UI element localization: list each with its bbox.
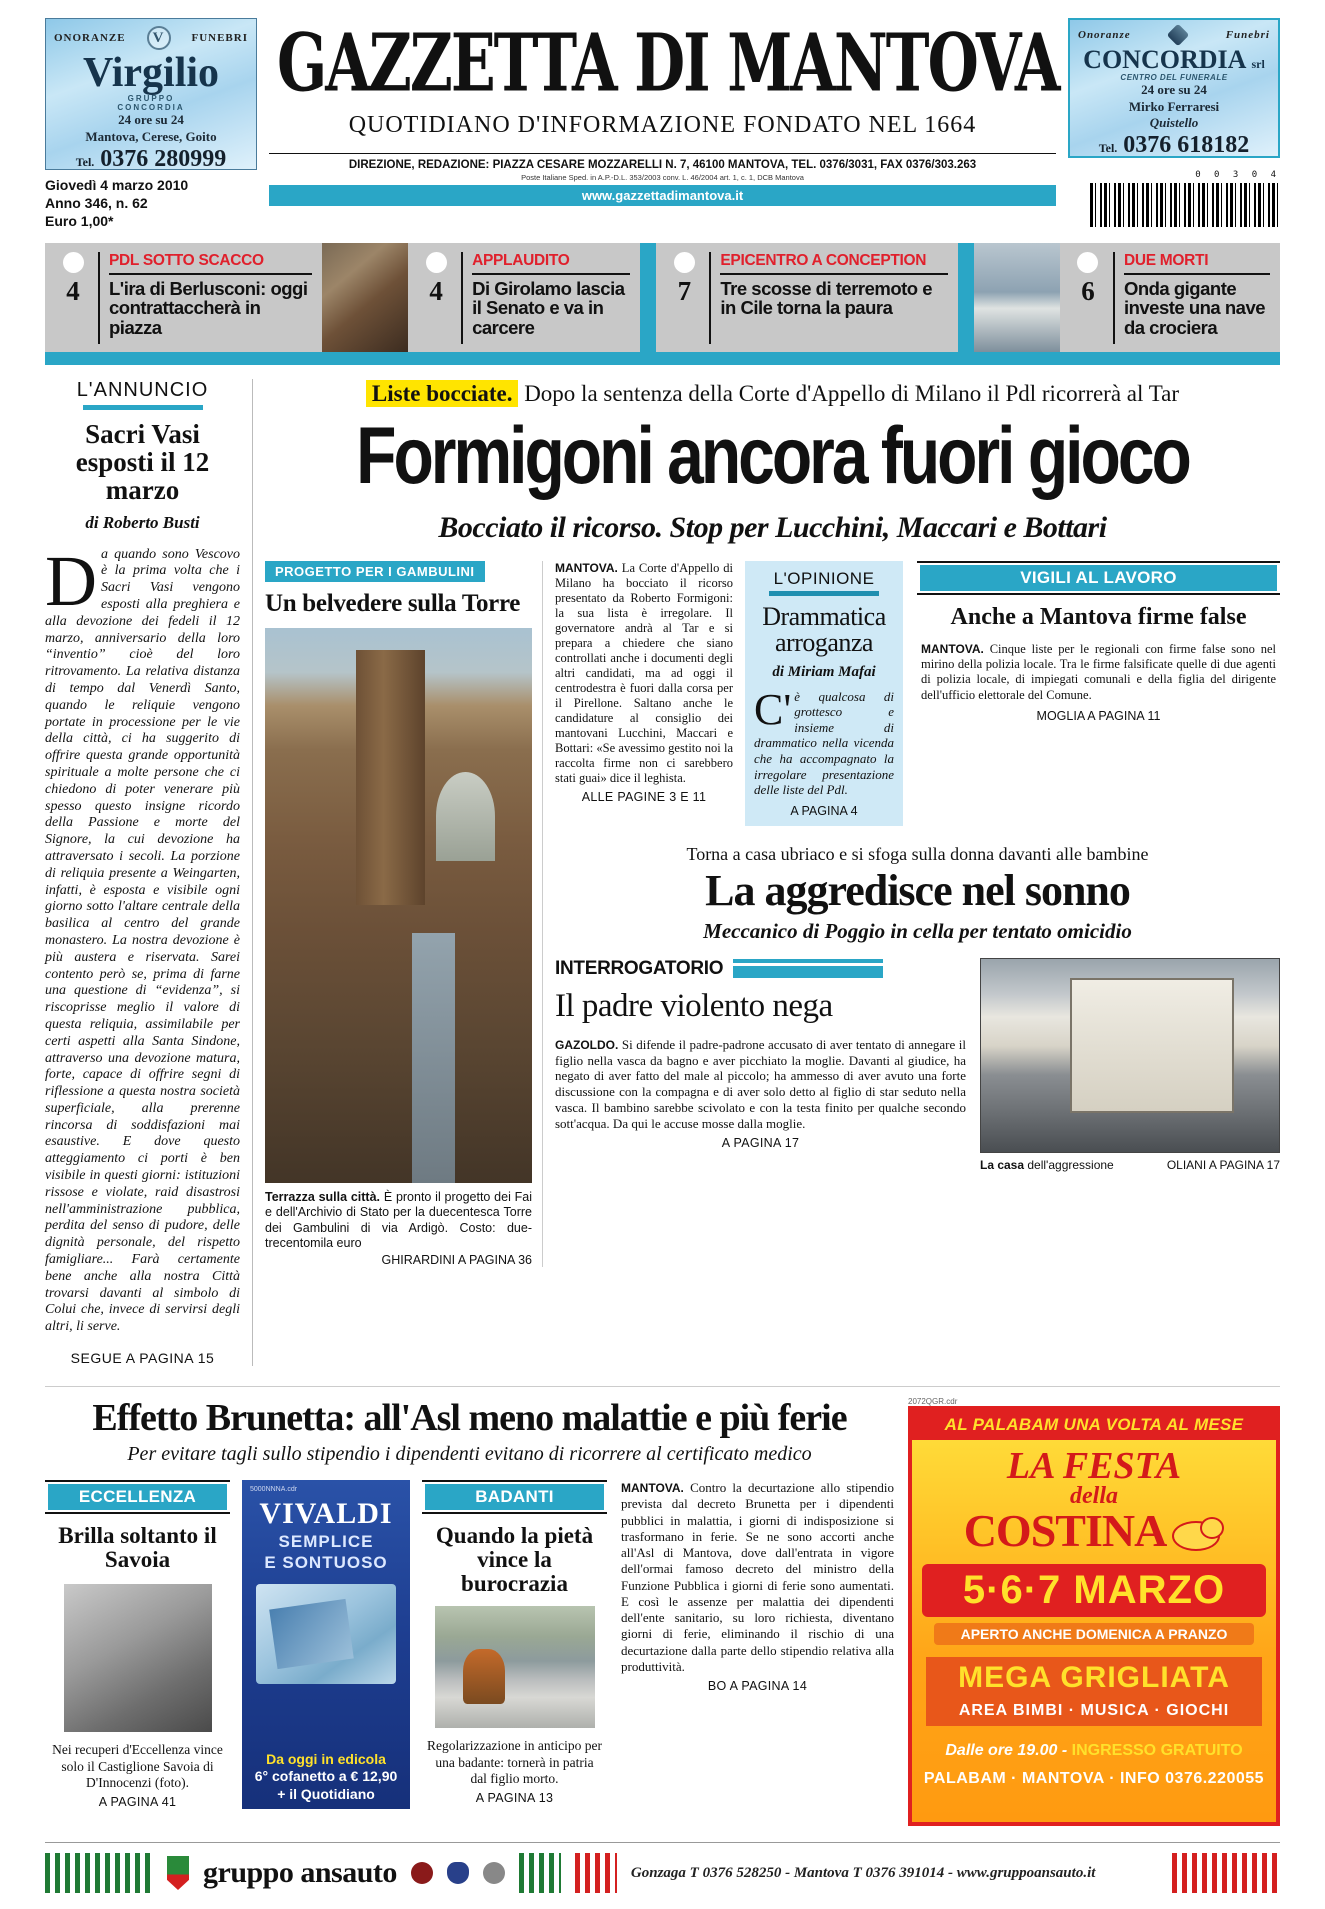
strip-item-berlusconi[interactable] bbox=[45, 243, 322, 352]
interrogatorio-label: INTERROGATORIO bbox=[555, 957, 724, 979]
barcode-number: 0 0 3 0 4 bbox=[1195, 170, 1280, 180]
vivaldi-line2: E SONTUOSO bbox=[264, 1553, 388, 1573]
pig-icon bbox=[1172, 1513, 1224, 1549]
red-stripes-icon bbox=[575, 1853, 617, 1893]
strip-separator bbox=[640, 243, 656, 352]
virgilio-cities: Mantova, Cerese, Goito bbox=[85, 128, 217, 144]
gambulini-label: PROGETTO PER I GAMBULINI bbox=[265, 561, 485, 582]
annuncio-body: Da quando sono Vescovo è la prima volta che i Sacri Vasi vengono esposti alla preghiera e alla devozione dei fedeli il 12 marzo, anniversario della loro “inventio” cioè del loro ritrovamento. La relativa distanza di tempo dal Venerdì Santo, quando le reliquie vengono portate in processione per le vie della città, ci ha suggerito di offrire questa grande opportunità spirituale a molte persone che ci chiedono di poter venerare più spesso questo insigne ricordo della Passione e morte del Signore, la cui devozione ha attraversato i secoli. La porzione di reliquia presente a Weingarten, infatti, è esposta e visibile ogni giorno sotto l'altare centrale della basilica al centro del grande monastero. La nostra devozione è più austera e riservata. Sarei contento però se, prima di farne una questione di “evidenza”, si riscoprisse meglio il valore di questa reliquia, assimilabile per certi aspetti alla Santa Sindone, attraverso una devozione matura, forte, capace di offrire segni di riflessione a questa nostra società superficiale, alla prerenne rincorsa di soddisfazioni mai esaustive. E dove questo atteggiamento ci porti è ben visibile in questi giorni: istituzioni rissose e violate, raid disastrosi nell'amministrazione pubblica, perdita del senso di pudore, delle dignità personale, del rispetto famigliare... Farà certamente bene anche alla nostra Città trovarsi davanti al simbolo di Colui che, invece di servirsi degli altri, li serve. bbox=[45, 540, 240, 1335]
brunetta-headline: Effetto Brunetta: all'Asl meno malattie e più ferie bbox=[92, 1397, 847, 1440]
concordia-suffix: srl bbox=[1251, 57, 1265, 71]
concordia-ad bbox=[1068, 18, 1280, 158]
vigili-label-bar bbox=[917, 561, 1280, 595]
eccellenza-page-ref: A PAGINA 41 bbox=[98, 1794, 177, 1809]
virgilio-tel: 0376 280999 bbox=[100, 145, 227, 172]
direction-line: DIREZIONE, REDAZIONE: PIAZZA CESARE MOZZARELLI N. 7, 46100 MANTOVA, TEL. 0376/3031, FAX 0376/303.263 bbox=[269, 153, 1056, 171]
vivaldi-foot2: 6° cofanetto a € 12,90 bbox=[254, 1767, 398, 1784]
dateline: MANTOVA. bbox=[621, 1481, 684, 1496]
virgilio-onoranze: ONORANZE bbox=[54, 32, 126, 44]
concordia-sub: CENTRO DEL FUNERALE bbox=[1120, 73, 1228, 83]
badanti-body: Regolarizzazione in anticipo per una badante: tornerà in patria dal figlio morto. bbox=[426, 1738, 603, 1786]
opinione-page-ref: A PAGINA 4 bbox=[790, 803, 858, 818]
interrogatorio-body: GAZOLDO. Si difende il padre-padrone accusato di aver tentato di annegare il figlio nella vasca da bagno e aver picchiato la moglie. Davanti al giudice, ha negato di aver fatto del male al piccolo; ha ammesso di aver avuto una forte discussione con la compagna e di aver solo detto al figlio di star seduto nella vasca. Il bambino sarebbe scivolato e con la testa finito per qualche secondo sott'acqua. Da qui le accuse mosse dalla moglie. bbox=[555, 1036, 966, 1132]
formigoni-page-ref: ALLE PAGINE 3 E 11 bbox=[581, 789, 707, 804]
costina-ad[interactable] bbox=[908, 1406, 1280, 1826]
virgilio-funebri: FUNEBRI bbox=[191, 32, 248, 44]
vigili-box bbox=[917, 561, 1280, 826]
green-stripes-icon bbox=[45, 1853, 153, 1893]
strip-kicker: PDL SOTTO SCACCO bbox=[109, 252, 312, 275]
strip-page-number: 6 bbox=[1081, 275, 1095, 306]
strip-page-number: 4 bbox=[429, 275, 443, 306]
shield-logo-icon bbox=[167, 1856, 189, 1890]
casa-aggressione-photo bbox=[980, 958, 1280, 1153]
annuncio-column bbox=[45, 379, 253, 1366]
strip-headline: L'ira di Berlusconi: oggi contrattaccherà in piazza bbox=[109, 277, 308, 339]
brunetta-page-ref: BO A PAGINA 14 bbox=[707, 1679, 808, 1694]
dateline: GAZOLDO. bbox=[555, 1037, 619, 1052]
gambulini-page-ref: GHIRARDINI A PAGINA 36 bbox=[381, 1253, 532, 1268]
issue-date: Giovedì 4 marzo 2010 bbox=[45, 177, 189, 193]
aggressione-headline: La aggredisce nel sonno bbox=[705, 865, 1130, 915]
bottom-section bbox=[45, 1386, 1280, 1826]
costina-area: AREA BIMBI · MUSICA · GIOCHI bbox=[926, 1699, 1262, 1726]
strip-page-number: 7 bbox=[677, 275, 692, 306]
masthead bbox=[257, 18, 1068, 206]
strip-item-onda[interactable] bbox=[974, 243, 1280, 352]
concordia-onoranze: Onoranze bbox=[1078, 29, 1131, 41]
strip-item-digirolamo[interactable] bbox=[322, 243, 640, 352]
dropcap: C' bbox=[754, 684, 792, 734]
costina-note: APERTO ANCHE DOMENICA A PRANZO bbox=[934, 1623, 1254, 1645]
costina-free: INGRESSO GRATUITO bbox=[1071, 1742, 1243, 1760]
interrogatorio-article bbox=[555, 958, 966, 1172]
lead-deck: Bocciato il ricorso. Stop per Lucchini, Maccari e Bottari bbox=[438, 510, 1107, 544]
torre-gambulini-photo bbox=[265, 628, 532, 1183]
top-news-strip bbox=[45, 243, 1280, 352]
opinione-body: C' è qualcosa di grottesco e insieme di drammatico nella vicenda che ha accompagnato la irregolare presentazione delle liste del Pdl. bbox=[754, 684, 894, 798]
concordia-name: CONCORDIA bbox=[1083, 45, 1245, 74]
lead-story-area bbox=[253, 379, 1280, 1366]
brunetta-deck: Per evitare tagli sullo stipendio i dipendenti evitano di ricorrere al certificato medico bbox=[127, 1443, 812, 1466]
annuncio-title: Sacri Vasi esposti il 12 marzo bbox=[75, 418, 210, 506]
interrogatorio-page-ref: A PAGINA 17 bbox=[721, 1135, 800, 1150]
vivaldi-foot3: + il Quotidiano bbox=[277, 1785, 375, 1802]
badanti-label: BADANTI bbox=[425, 1484, 604, 1510]
annuncio-label: L'ANNUNCIO bbox=[76, 378, 209, 401]
teal-rule bbox=[83, 405, 203, 410]
concordia-tel-label: Tel. bbox=[1098, 141, 1118, 156]
kicker-rest: Dopo la sentenza della Corte d'Appello di Milano il Pdl ricorrerà al Tar bbox=[518, 380, 1180, 406]
virgilio-hours: 24 ore su 24 bbox=[118, 112, 184, 128]
house-wall-shape bbox=[1070, 978, 1234, 1113]
aggressione-header bbox=[555, 844, 1280, 944]
opinione-label: L'OPINIONE bbox=[773, 568, 875, 588]
costina-time: Dalle ore 19.00 - INGRESSO GRATUITO bbox=[945, 1742, 1243, 1760]
costina-ad-block bbox=[908, 1397, 1280, 1826]
lead-kicker bbox=[265, 381, 1280, 407]
opinione-box bbox=[745, 561, 903, 826]
header bbox=[45, 18, 1280, 231]
bullet-circle-icon bbox=[1077, 252, 1098, 273]
brand-circle-icon bbox=[483, 1862, 505, 1884]
strip-kicker: DUE MORTI bbox=[1124, 252, 1270, 275]
gambulini-story bbox=[265, 561, 543, 1268]
bullet-circle-icon bbox=[674, 252, 695, 273]
costina-festa: LA FESTA bbox=[1006, 1445, 1182, 1488]
costina-word: COSTINA bbox=[963, 1505, 1167, 1557]
ansauto-footer bbox=[45, 1842, 1280, 1899]
vigili-title: Anche a Mantova firme false bbox=[950, 603, 1247, 630]
ad-code: 5000NNNA.cdr bbox=[250, 1486, 298, 1494]
dateline: MANTOVA. bbox=[555, 560, 618, 575]
website-bar: www.gazzettadimantova.it bbox=[269, 185, 1056, 206]
costina-venue: PALABAM · MANTOVA · INFO 0376.220055 bbox=[923, 1770, 1265, 1788]
aggressione-deck: Meccanico di Poggio in cella per tentato omicidio bbox=[703, 918, 1132, 943]
eccellenza-label: ECCELLENZA bbox=[48, 1484, 227, 1510]
eccellenza-label-bar bbox=[45, 1480, 230, 1514]
concordia-logo-icon bbox=[1167, 24, 1190, 47]
interrogatorio-title: Il padre violento nega bbox=[555, 987, 833, 1024]
header-right bbox=[1068, 18, 1280, 227]
strip-kicker: APPLAUDITO bbox=[472, 252, 630, 275]
vigili-label: VIGILI AL LAVORO bbox=[920, 565, 1277, 591]
paper-title: GAZZETTA DI MANTOVA bbox=[276, 18, 1059, 111]
dateline: MANTOVA. bbox=[921, 641, 984, 656]
vigili-page-ref: MOGLIA A PAGINA 11 bbox=[1036, 708, 1161, 723]
eccellenza-body: Nei recuperi d'Eccellenza vince solo il Castiglione Savoia di D'Innocenzi (foto). bbox=[52, 1742, 223, 1790]
virgilio-group2: CONCORDIA bbox=[117, 103, 185, 113]
costina-top-band: AL PALABAM UNA VOLTA AL MESE bbox=[912, 1410, 1276, 1440]
virgilio-ad bbox=[45, 18, 257, 170]
opinione-byline: di Miriam Mafai bbox=[772, 663, 876, 680]
bullet-circle-icon bbox=[63, 252, 84, 273]
issue-number: Anno 346, n. 62 bbox=[45, 195, 148, 212]
casa-aggressione-block bbox=[980, 958, 1280, 1172]
virgilio-name: Virgilio bbox=[82, 50, 220, 96]
concordia-hours: 24 ore su 24 bbox=[1141, 82, 1207, 98]
vivaldi-ad[interactable] bbox=[242, 1480, 410, 1809]
strip-headline: Onda gigante investe una nave da crociera bbox=[1123, 277, 1266, 339]
dome-shape bbox=[436, 772, 495, 861]
gambulini-caption: Terrazza sulla città. È pronto il progetto dei Fai e dell'Archivio di Stato per la duecentesca Torre dei Gambulini di via Ardigò. Costo: due-trecentomila euro bbox=[265, 1189, 532, 1251]
brand-circle-icon bbox=[411, 1862, 433, 1884]
tower-shape bbox=[356, 650, 425, 905]
costina-della: della bbox=[1070, 1483, 1118, 1510]
concordia-funebri: Funebri bbox=[1225, 29, 1270, 41]
badanti-page-ref: A PAGINA 13 bbox=[475, 1791, 554, 1806]
kicker-highlight: Liste bocciate. bbox=[366, 380, 519, 407]
vivaldi-title: VIVALDI bbox=[259, 1497, 393, 1531]
costina-dates: 5·6·7 MARZO bbox=[922, 1564, 1266, 1617]
green-stripes-icon bbox=[519, 1853, 561, 1893]
formigoni-article: MANTOVA. La Corte d'Appello di Milano ha bocciato il ricorso presentato da Roberto Formigoni: la sua lista è irregolare. Il governatore andrà al Tar e si prepara a chiedere che siano controllati anche i documenti degli altri candidati, ma ad oggi il centrodestra è fuori dalla corsa per il Pirellone. Saltano anche le candidature al consiglio dei mantovani Lucchini, Maccari e Bottari: «Se avessimo gestito noi la raccolta firme non ci sarebbero stati guai» dice il leghista. ALLE PAGINE 3 E 11 bbox=[555, 560, 733, 804]
lead-headline: Formigoni ancora fuori gioco bbox=[356, 409, 1189, 500]
teal-rule bbox=[769, 591, 879, 596]
vigili-body: MANTOVA. Cinque liste per le regionali con firme false sono nel mirino della polizia locale. Tra le firme falsificate quelle di due agenti di polizia locale, di impiegati comunali e della figlia del dirigente dell'ufficio elettorale del Comune. bbox=[921, 641, 1276, 702]
red-stripes-icon bbox=[1172, 1853, 1280, 1893]
brand-shield-icon bbox=[447, 1862, 469, 1884]
opinione-title: Drammatica arroganza bbox=[762, 601, 886, 657]
costina-grigliata: MEGA GRIGLIATA bbox=[926, 1657, 1262, 1699]
badanti-title: Quando la pietà vince la burocrazia bbox=[435, 1523, 594, 1597]
annuncio-byline: di Roberto Busti bbox=[85, 512, 200, 532]
casa-caption: La casa dell'aggressione bbox=[980, 1157, 1114, 1172]
eccellenza-title: Brilla soltanto il Savoia bbox=[58, 1523, 217, 1573]
vivaldi-foot1: Da oggi in edicola bbox=[266, 1750, 386, 1767]
ad-code: 2072QGR.cdr bbox=[908, 1397, 958, 1407]
nave-photo bbox=[974, 243, 1060, 352]
concordia-person: Mirko Ferraresi bbox=[1128, 98, 1220, 114]
barcode-block bbox=[1068, 164, 1280, 227]
brunetta-article: MANTOVA. Contro la decurtazione allo stipendio prevista dal decreto Brunetta per i dipendenti pubblici in malattia, i giorni di indisposizione si trasformano in ferie. Se ne sono accorti anche all'Asl di Mantova, dove dall'entrata in vigore dell'ormai famoso decreto del ministro della Funzione Pubblica i giorni di ferie sono aumentati. E così le assenze per malattia dei dipendenti dell'ente sanitario, su loro richiesta, diventano giorni di ferie, eliminando il rischio di una decurtazione dalla parte dello stipendio relativa alla produttività. BO A PAGINA 14 bbox=[621, 1480, 894, 1694]
ansauto-contact: Gonzaga T 0376 528250 - Mantova T 0376 391014 - www.gruppoansauto.it bbox=[630, 1864, 1096, 1881]
ansauto-name: gruppo ansauto bbox=[203, 1856, 397, 1890]
paper-subtitle: QUOTIDIANO D'INFORMAZIONE FONDATO NEL 1664 bbox=[348, 112, 977, 138]
gambulini-title: Un belvedere sulla Torre bbox=[265, 589, 521, 617]
bullet-circle-icon bbox=[426, 252, 447, 273]
teal-divider-bar bbox=[45, 352, 1280, 365]
concordia-tel: 0376 618182 bbox=[1123, 132, 1250, 159]
casa-page-ref: OLIANI A PAGINA 17 bbox=[1166, 1157, 1280, 1172]
vivaldi-box-set-image bbox=[256, 1584, 396, 1684]
dropcap: D bbox=[45, 540, 97, 621]
strip-kicker: EPICENTRO A CONCEPTION bbox=[720, 252, 948, 275]
strip-separator bbox=[958, 243, 974, 352]
badanti-label-bar bbox=[422, 1480, 607, 1514]
barcode-icon bbox=[1090, 183, 1280, 227]
teal-bars-icon bbox=[733, 959, 883, 978]
postal-line: Poste Italiane Sped. in A.P.-D.L. 353/2003 conv. L. 46/2004 art. 1, c. 1, DCB Mantova bbox=[521, 173, 804, 182]
issue-info bbox=[45, 176, 257, 231]
badante-photo bbox=[435, 1606, 595, 1728]
concordia-city: Quistello bbox=[1149, 114, 1199, 130]
issue-price: Euro 1,00* bbox=[45, 213, 114, 230]
main-section bbox=[45, 379, 1280, 1366]
strip-headline: Di Girolamo lascia il Senato e va in carcere bbox=[472, 277, 625, 339]
strip-item-terremoto[interactable] bbox=[656, 243, 958, 352]
virgilio-tel-label: Tel. bbox=[75, 154, 95, 169]
annuncio-continuation: SEGUE A PAGINA 15 bbox=[70, 1350, 215, 1367]
vivaldi-line1: SEMPLICE bbox=[278, 1532, 374, 1552]
street-shape bbox=[412, 933, 455, 1183]
virgilio-group1: GRUPPO bbox=[127, 94, 175, 103]
strip-page-number: 4 bbox=[66, 275, 80, 306]
aggressione-kicker: Torna a casa ubriaco e si sfoga sulla donna davanti alle bambine bbox=[686, 843, 1149, 864]
strip-headline: Tre scosse di terremoto e in Cile torna la paura bbox=[720, 277, 933, 319]
virgilio-logo-icon: V bbox=[147, 26, 171, 50]
eccellenza-box bbox=[45, 1480, 230, 1809]
badanti-box bbox=[422, 1480, 607, 1809]
digirolamo-photo bbox=[322, 243, 408, 352]
header-left bbox=[45, 18, 257, 231]
dinnocenzi-photo bbox=[64, 1584, 212, 1732]
